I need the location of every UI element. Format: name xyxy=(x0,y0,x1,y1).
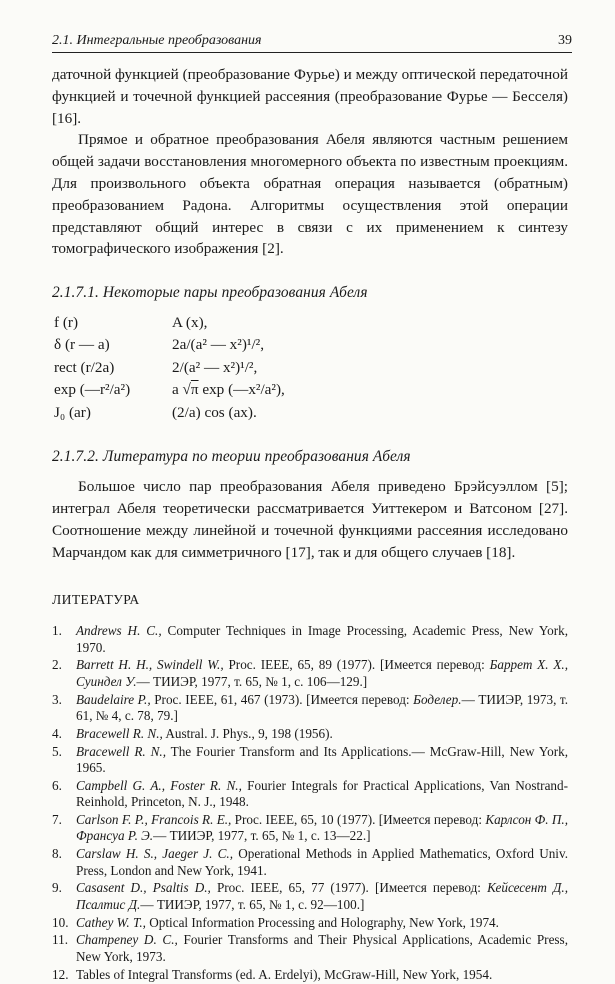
section-title-abel-pairs: 2.1.7.1. Некоторые пары преобразования Абеля xyxy=(52,284,368,302)
reference-number: 9. xyxy=(52,880,62,896)
running-header xyxy=(52,30,572,53)
reference-body: Proc. IEEE, 65, 77 (1977). [Имеется перевод: xyxy=(210,880,488,896)
reference-body: Proc. IEEE, 61, 467 (1973). [Имеется перевод: xyxy=(150,691,414,707)
reference-number: 5. xyxy=(52,743,62,759)
reference-body: Computer Techniques in Image Processing, Academic Press, New York, 1970. xyxy=(76,623,568,655)
reference-number: 8. xyxy=(52,846,62,862)
reference-text xyxy=(76,932,568,965)
reference-authors: Cathey W. T., xyxy=(76,914,146,930)
reference-authors: Andrews H. C., xyxy=(76,623,162,639)
reference-text xyxy=(76,846,568,879)
reference-body: Proc. IEEE, 65, 10 (1977). [Имеется перевод: xyxy=(231,812,486,828)
reference-number: 11. xyxy=(52,932,68,948)
reference-authors: Bracewell R. N., xyxy=(76,743,166,759)
formula-right: A (x), xyxy=(172,313,208,331)
page-body xyxy=(52,64,568,984)
formula-left: J₀ (ar) xyxy=(54,403,91,421)
reference-body: Operational Methods in Applied Mathematics, Oxford Univ. Press, London and New York, 1941. xyxy=(76,846,569,878)
reference-item xyxy=(52,812,568,845)
paragraph-abel-radon: Прямое и обратное преобразования Абеля являются частным решением общей задачи восстановления многомерного объекта по известным проекциям. Для произвольного объекта обратная операция называется (обратным) преобразованием Радона. Алгоритмы осуществления этой операции представляют общий интерес в связи с их применением к синтезу томографического изображения [2]. xyxy=(52,131,568,258)
formula-right: (2/a) cos (ax). xyxy=(172,403,257,421)
reference-authors: Боделер. xyxy=(413,691,462,707)
literature-heading: ЛИТЕРАТУРА xyxy=(52,592,140,608)
reference-body: Fourier Integrals for Practical Applications, Van Nostrand-Reinhold, Princeton, N. J., 1948. xyxy=(76,777,569,810)
reference-authors: Casasent D., Psaltis D., xyxy=(76,880,211,896)
formula-left: f (r) xyxy=(54,313,79,331)
reference-body: — ТИИЭР, 1973, т. 61, № 4, с. 78, 79.] xyxy=(76,691,569,724)
header-title: 2.1. Интегральные преобразования xyxy=(52,33,262,48)
formula-right-post: exp (—x²/a²), xyxy=(198,381,285,399)
reference-item xyxy=(52,778,568,811)
reference-body: Optical Information Processing and Holography, New York, 1974. xyxy=(145,914,499,930)
formula-row xyxy=(54,402,568,425)
reference-number: 1. xyxy=(52,623,62,639)
formula-row xyxy=(54,312,568,335)
formula-left: exp (—r²/a²) xyxy=(54,381,131,399)
reference-text xyxy=(76,812,568,845)
reference-authors: Barrett H. H., Swindell W., xyxy=(76,657,224,673)
section-title-literature-abel: 2.1.7.2. Литература по теории преобразования Абеля xyxy=(52,448,411,466)
reference-authors: Bracewell R. N., xyxy=(76,725,163,741)
formula-right-sqrt: π xyxy=(190,381,199,399)
reference-body: — ТИИЭР, 1977, т. 65, № 1, с. 106—129.] xyxy=(136,673,368,689)
reference-authors: Баррет Х. Х., Суиндел У. xyxy=(76,657,569,689)
reference-number: 4. xyxy=(52,725,62,741)
formula-right: 2/(a² — x²)¹/², xyxy=(172,358,258,376)
reference-item xyxy=(52,657,568,690)
reference-item xyxy=(52,846,568,879)
reference-text xyxy=(76,726,568,742)
reference-number: 3. xyxy=(52,691,62,707)
reference-body: Austral. J. Phys., 9, 198 (1956). xyxy=(162,725,333,741)
reference-text xyxy=(76,915,568,931)
reference-number: 12. xyxy=(52,966,69,982)
reference-body: Proc. IEEE, 65, 89 (1977). [Имеется перевод: xyxy=(223,657,490,673)
formula-row xyxy=(54,379,568,402)
formula-right xyxy=(172,379,568,401)
formula-left: δ (r — a) xyxy=(54,336,110,354)
reference-item xyxy=(52,744,568,777)
reference-body: — ТИИЭР, 1977, т. 65, № 1, с. 13—22.] xyxy=(153,828,371,844)
reference-authors: Кейсесент Д., Псалтис Д. xyxy=(76,880,569,912)
reference-item xyxy=(52,692,568,725)
reference-item xyxy=(52,726,568,742)
formula-row xyxy=(54,334,568,357)
reference-item xyxy=(52,623,568,656)
formula-right-pre: a √ xyxy=(172,381,191,399)
formula-right: 2a/(a² — x²)¹/², xyxy=(172,336,265,354)
reference-text xyxy=(76,744,568,777)
page-number: 39 xyxy=(558,33,572,48)
reference-item xyxy=(52,967,568,983)
formula-left: rect (r/2a) xyxy=(54,358,115,376)
reference-number: 7. xyxy=(52,812,62,828)
reference-number: 2. xyxy=(52,657,62,673)
reference-authors: Carslaw H. S., Jaeger J. C., xyxy=(76,846,234,862)
reference-item xyxy=(52,880,568,913)
reference-text xyxy=(76,967,568,983)
reference-list xyxy=(52,623,568,983)
reference-body: Tables of Integral Transforms (ed. A. Erdelyi), McGraw-Hill, New York, 1954. xyxy=(76,966,493,982)
reference-text xyxy=(76,623,568,656)
reference-item xyxy=(52,915,568,931)
formula-row xyxy=(54,357,568,380)
reference-text xyxy=(76,880,568,913)
reference-authors: Baudelaire P., xyxy=(76,691,151,707)
reference-authors: Champeney D. C., xyxy=(76,932,178,948)
reference-number: 6. xyxy=(52,777,62,793)
reference-text xyxy=(76,657,568,690)
reference-body: — ТИИЭР, 1977, т. 65, № 1, с. 92—100.] xyxy=(140,896,365,912)
reference-text xyxy=(76,692,568,725)
paragraph-literature-abel: Большое число пар преобразования Абеля приведено Брэйсуэллом [5]; интеграл Абеля теоретически рассматривается Уиттекером и Ватсоном [27]. Соотношение между линейной и точечной функциями рассеяния исследовано Марчандом как для симметричного [17], так и для общего случаев [18]. xyxy=(52,478,568,561)
reference-authors: Campbell G. A., Foster R. N., xyxy=(76,777,242,793)
reference-authors: Carlson F. P., Francois R. E., xyxy=(76,812,232,828)
reference-authors: Карлсон Ф. П., Франсуа Р. Э. xyxy=(76,812,568,844)
abel-pairs-table xyxy=(54,312,568,425)
reference-item xyxy=(52,932,568,965)
reference-body: The Fourier Transform and Its Applications.— McGraw-Hill, New York, 1965. xyxy=(76,743,568,776)
reference-number: 10. xyxy=(52,914,69,930)
paragraph-continuation: даточной функцией (преобразование Фурье) и между оптической передаточной функцией и точечной функцией рассеяния (преобразование Фурье — Бесселя) [16]. xyxy=(52,66,568,127)
reference-body: Fourier Transforms and Their Physical Applications, Academic Press, New York, 1973. xyxy=(76,932,568,964)
reference-text xyxy=(76,778,568,811)
